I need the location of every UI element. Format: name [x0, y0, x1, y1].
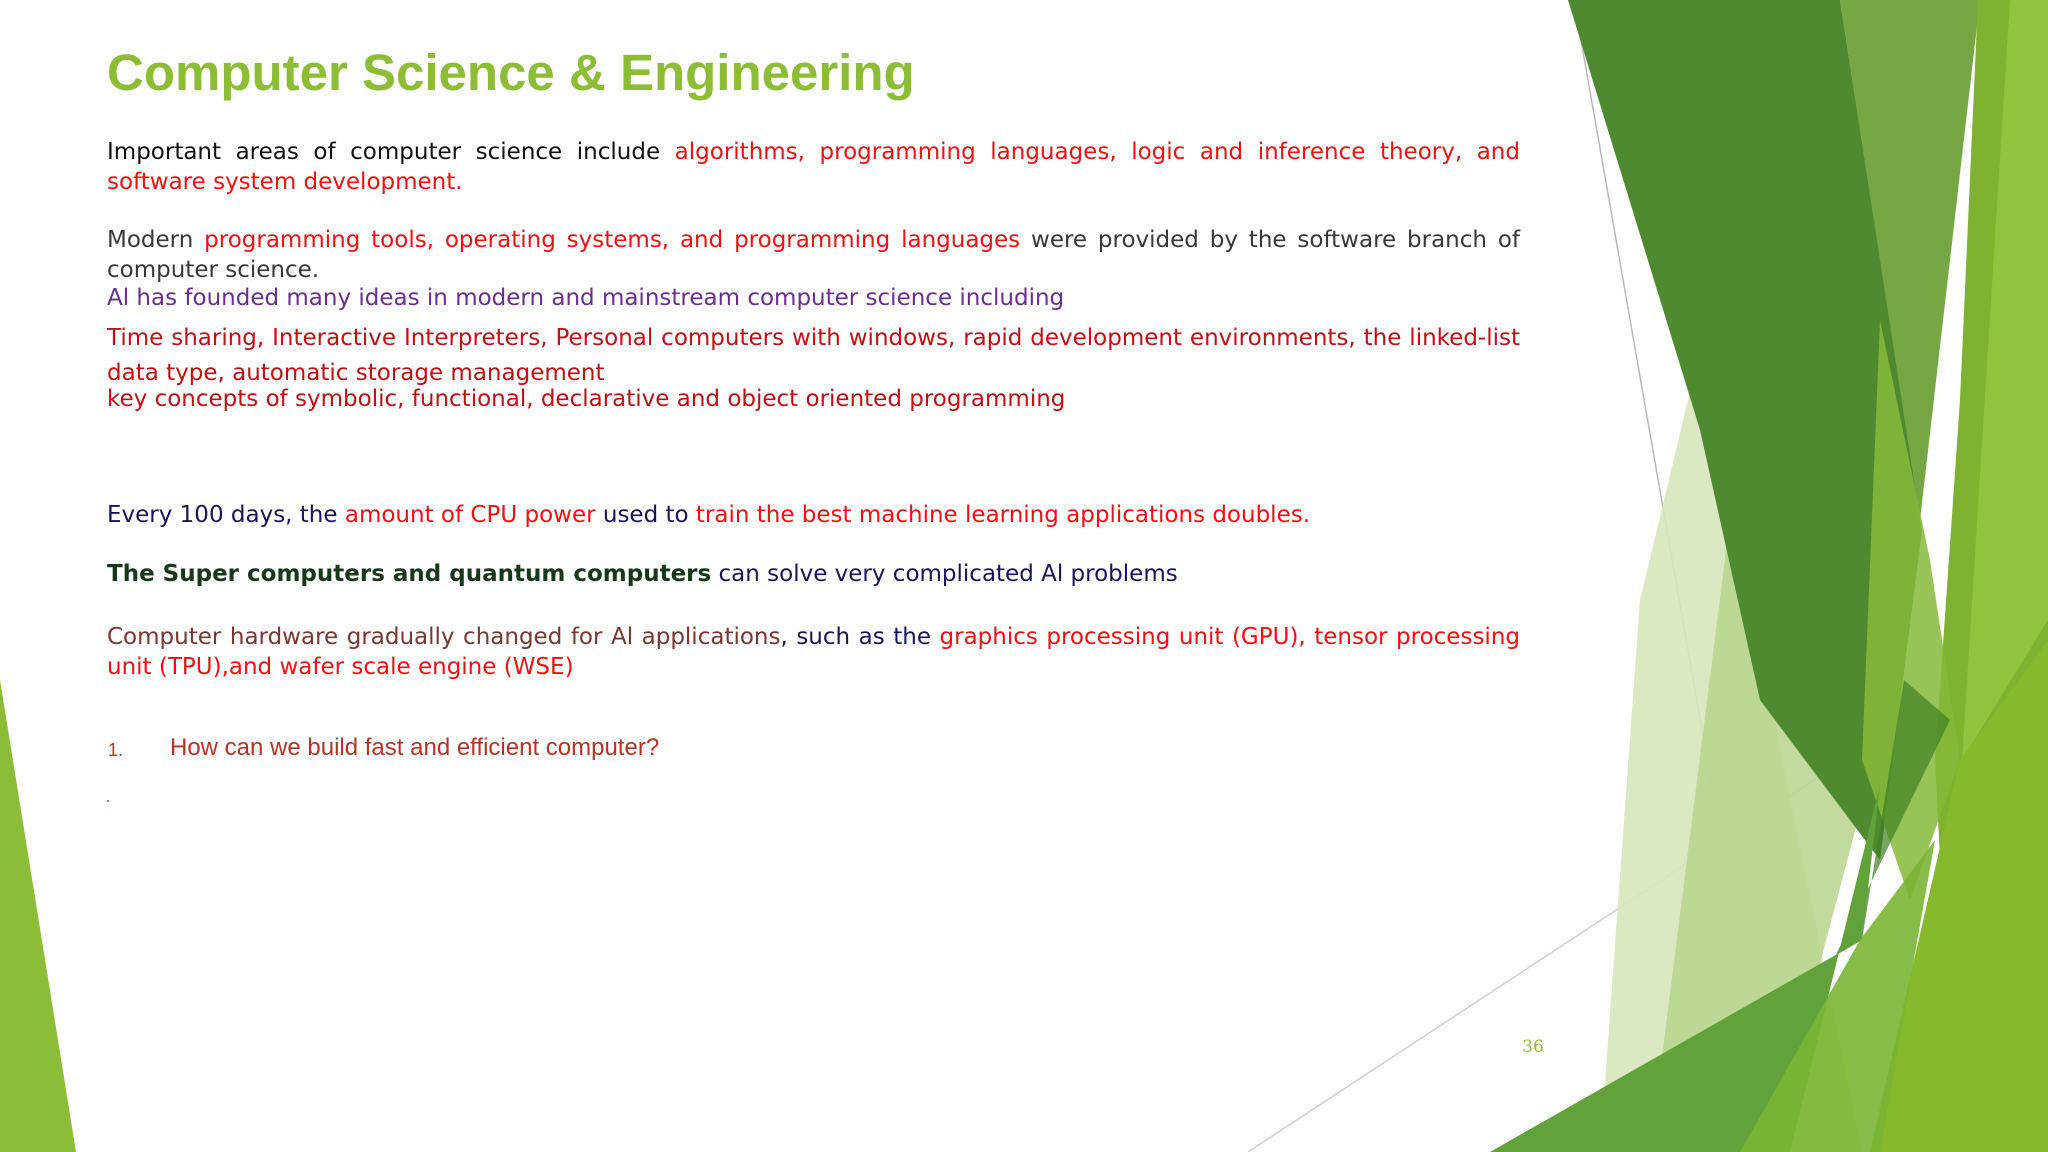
slide-title: Computer Science & Engineering: [107, 44, 915, 101]
paragraph-ai-ideas: Al has founded many ideas in modern and mainstream computer science including: [107, 285, 1065, 311]
paragraph-hardware: [107, 622, 1520, 682]
text-segment: Computer hardware gradually changed for Al applications: [107, 624, 781, 650]
bullet-dot: [107, 800, 109, 802]
text-segment: can solve very complicated Al problems: [711, 561, 1178, 587]
text-segment: , such as the: [780, 624, 940, 650]
text-segment: Every 100 days, the: [107, 502, 345, 528]
bold-segment: The Super computers and quantum computers: [107, 561, 712, 587]
highlight-segment: amount of CPU power: [344, 502, 596, 528]
text-segment: Modern: [107, 227, 205, 253]
page-number: 36: [1522, 1037, 1544, 1057]
text-segment: used to: [595, 502, 696, 528]
paragraph-cs-areas: [107, 137, 1520, 197]
highlight-segment: programming tools, operating systems, and programming languages: [204, 227, 1021, 253]
paragraph-software-branch: [107, 225, 1520, 285]
highlight-segment: graphics processing unit (GPU), tensor processing unit (TPU),and wafer scale engine (WSE): [107, 624, 1520, 680]
left-accent-shape: [0, 680, 76, 1152]
list-item-text: How can we build fast and efficient computer?: [170, 734, 660, 761]
list-item-number: 1.: [108, 740, 124, 760]
highlight-segment: train the best machine learning applications doubles.: [695, 502, 1311, 528]
text-segment: Important areas of computer science include: [107, 139, 675, 165]
text-segment: were provided by the software branch of computer science.: [107, 227, 1521, 283]
highlight-segment: algorithms, programming languages, logic and inference theory, and software system development.: [107, 139, 1520, 195]
paragraph-programming-concepts: key concepts of symbolic, functional, declarative and object oriented programming: [107, 386, 1066, 412]
paragraph-cpu-power: [107, 500, 1520, 530]
paragraph-supercomputers: [107, 559, 1520, 589]
paragraph-ai-contributions: Time sharing, Interactive Interpreters, Personal computers with windows, rapid development environments, the linked-list data type, automatic storage management: [107, 325, 1520, 386]
